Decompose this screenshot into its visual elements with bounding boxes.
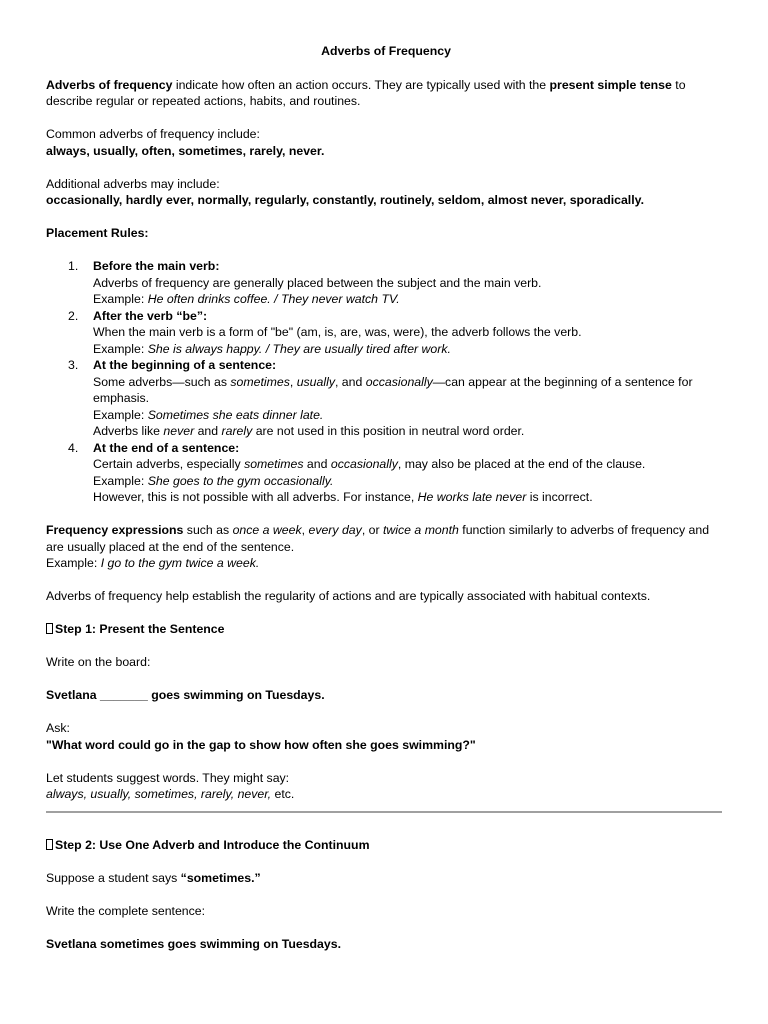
placement-heading: Placement Rules: (46, 226, 149, 240)
document-page (46, 43, 726, 953)
step1-ask: Ask: (46, 721, 70, 735)
list-item: 2. After the verb “be”: When the main verb is a form of "be" (am, is, are, was, were), the adverb follows the verb. Example: She is always happy. / They are usually tired after work. (68, 308, 582, 356)
list-item: 3. At the beginning of a sentence: Some adverbs—such as sometimes, usually, and occasionally—can appear at the beginning of a sentence for emphasis. Example: Sometimes she eats dinner late. Adverbs like never and rarely are not used in this position in neutral word order. (68, 358, 693, 438)
step2-heading: Step 2: Use One Adverb and Introduce the Continuum (46, 837, 726, 854)
list-item: 1. Before the main verb: Adverbs of frequency are generally placed between the subject and the main verb. Example: He often drinks coffee. / They never watch TV. (68, 259, 542, 306)
step1-sentence: Svetlana _______ goes swimming on Tuesdays. (46, 688, 325, 702)
step1-suggest: Let students suggest words. They might say: (46, 770, 290, 785)
step2-suppose: Suppose a student says “sometimes.” (46, 871, 261, 885)
step1-heading: Step 1: Present the Sentence (46, 621, 726, 638)
summary-paragraph: Adverbs of frequency help establish the regularity of actions and are typically associated with habitual contexts. (46, 589, 651, 603)
common-label: Common adverbs of frequency include: (46, 127, 260, 141)
additional-label: Additional adverbs may include: (46, 176, 220, 191)
additional-list: occasionally, hardly ever, normally, regularly, constantly, routinely, seldom, almost never, sporadically. (46, 193, 644, 207)
page-title: Adverbs of Frequency (321, 44, 451, 58)
missing-glyph-icon (46, 623, 53, 634)
intro-paragraph: Adverbs of frequency indicate how often an action occurs. They are typically used with the present simple tense to describe regular or repeated actions, habits, and routines. (46, 77, 686, 108)
frequency-expressions-paragraph: Frequency expressions such as once a week, every day, or twice a month function similarly to adverbs of frequency and are usually placed at the end of the sentence. Example: I go to the gym twice a week. (46, 523, 710, 570)
step2-sentence: Svetlana sometimes goes swimming on Tuesdays. (46, 937, 341, 951)
step2-write: Write the complete sentence: (46, 904, 206, 918)
list-item: 4. At the end of a sentence: Certain adverbs, especially sometimes and occasionally, may also be placed at the end of the clause. Example: She goes to the gym occasionally. However, this is not possible with all adverbs. For instance, He works late never is incorrect. (68, 440, 646, 504)
step1-write: Write on the board: (46, 655, 151, 669)
step1-words: always, usually, sometimes, rarely, never, etc. (46, 787, 295, 801)
step1-question: "What word could go in the gap to show how often she goes swimming?" (46, 737, 476, 752)
missing-glyph-icon (46, 839, 53, 850)
common-list: always, usually, often, sometimes, rarely, never. (46, 143, 325, 158)
placement-rules-list (46, 258, 726, 506)
